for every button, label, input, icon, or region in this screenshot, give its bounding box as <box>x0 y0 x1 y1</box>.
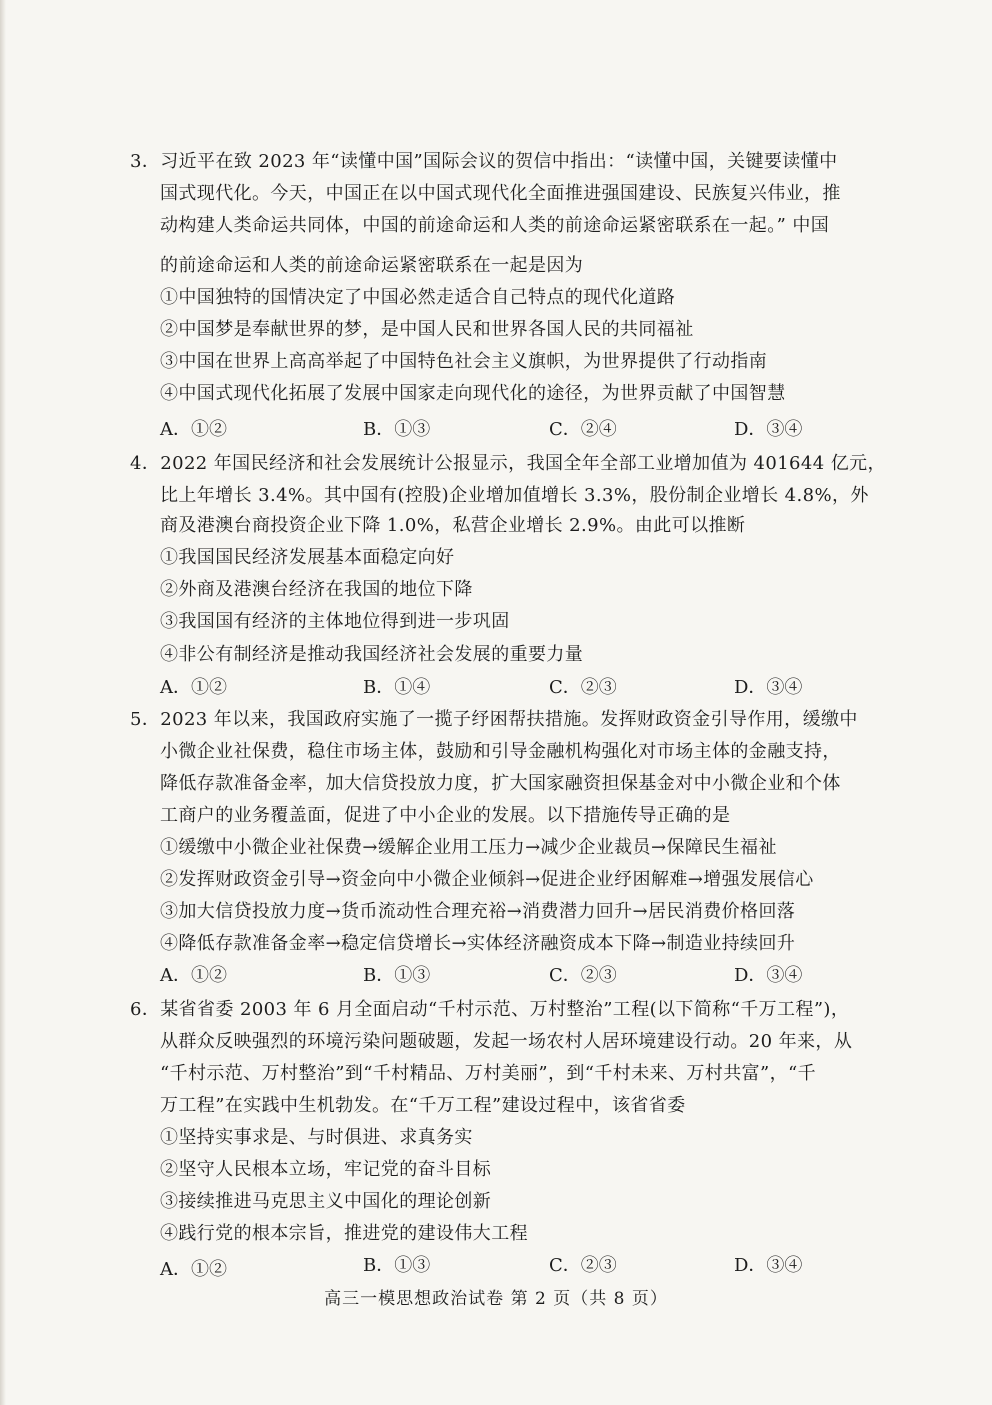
question-stem-line: 万工程”在实践中生机勃发。在“千万工程”建设过程中，该省省委 <box>160 1095 686 1116</box>
choice-c[interactable]: C．②③ <box>549 677 617 698</box>
statement-item: ②外商及港澳台经济在我国的地位下降 <box>160 579 473 600</box>
statement-item: ②中国梦是奉献世界的梦，是中国人民和世界各国人民的共同福祉 <box>160 319 694 340</box>
statement-item: ①我国国民经济发展基本面稳定向好 <box>160 547 455 568</box>
statement-item: ①缓缴中小微企业社保费→缓解企业用工压力→减少企业裁员→保障民生福祉 <box>160 837 777 858</box>
statement-item: ③加大信贷投放力度→货币流动性合理充裕→消费潜力回升→居民消费价格回落 <box>160 901 796 922</box>
page-footer: 高三一模思想政治试卷 第 2 页（共 8 页） <box>324 1289 668 1309</box>
choice-b[interactable]: B．①③ <box>363 965 431 986</box>
question-stem-line: 降低存款准备金率，加大信贷投放力度，扩大国家融资担保基金对中小微企业和个体 <box>160 773 841 794</box>
statement-item: ②坚守人民根本立场，牢记党的奋斗目标 <box>160 1159 492 1180</box>
answer-choices <box>0 964 992 990</box>
choice-a[interactable]: A．①② <box>160 419 227 440</box>
statement-item: ④非公有制经济是推动我国经济社会发展的重要力量 <box>160 644 584 665</box>
choice-a[interactable]: A．①② <box>160 1259 227 1280</box>
question-stem-line: 的前途命运和人类的前途命运紧密联系在一起是因为 <box>160 255 584 276</box>
answer-choices <box>0 418 992 444</box>
choice-c[interactable]: C．②③ <box>549 965 617 986</box>
choice-a[interactable]: A．①② <box>160 677 227 698</box>
choice-a[interactable]: A．①② <box>160 965 227 986</box>
scan-edge-shadow <box>0 0 6 1405</box>
question-stem-line: “千村示范、万村整治”到“千村精品、万村美丽”，到“千村未来、万村共富”，“千 <box>160 1063 817 1084</box>
choice-b[interactable]: B．①③ <box>363 419 431 440</box>
question-stem-line: 工商户的业务覆盖面，促进了中小企业的发展。以下措施传导正确的是 <box>160 805 731 826</box>
choice-d[interactable]: D．③④ <box>734 677 803 698</box>
statement-item: ①坚持实事求是、与时俱进、求真务实 <box>160 1127 473 1148</box>
statement-item: ②发挥财政资金引导→资金向中小微企业倾斜→促进企业纾困解难→增强发展信心 <box>160 869 814 890</box>
question-stem-line: 5．2023 年以来，我国政府实施了一揽子纾困帮扶措施。发挥财政资金引导作用，缓缴中 <box>130 709 858 730</box>
question-stem-line: 4．2022 年国民经济和社会发展统计公报显示，我国全年全部工业增加值为 401644 亿元， <box>130 453 886 474</box>
statement-item: ①中国独特的国情决定了中国必然走适合自己特点的现代化道路 <box>160 287 676 308</box>
choice-b[interactable]: B．①④ <box>363 677 431 698</box>
question-stem-line: 小微企业社保费，稳住市场主体，鼓励和引导金融机构强化对市场主体的金融支持， <box>160 741 841 762</box>
statement-item: ③中国在世界上高高举起了中国特色社会主义旗帜，为世界提供了行动指南 <box>160 351 768 372</box>
choice-d[interactable]: D．③④ <box>734 1255 803 1276</box>
choice-c[interactable]: C．②④ <box>549 419 617 440</box>
statement-item: ④降低存款准备金率→稳定信贷增长→实体经济融资成本下降→制造业持续回升 <box>160 933 796 954</box>
question-stem-line: 比上年增长 3.4%。其中国有(控股)企业增加值增长 3.3%，股份制企业增长 4.8%，外 <box>160 485 869 506</box>
statement-item: ④中国式现代化拓展了发展中国家走向现代化的途径，为世界贡献了中国智慧 <box>160 383 786 404</box>
question-stem-line: 动构建人类命运共同体，中国的前途命运和人类的前途命运紧密联系在一起。” 中国 <box>160 215 830 236</box>
statement-item: ④践行党的根本宗旨，推进党的建设伟大工程 <box>160 1223 528 1244</box>
answer-choices <box>0 676 992 702</box>
question-stem-line: 3．习近平在致 2023 年“读懂中国”国际会议的贺信中指出：“读懂中国，关键要读懂中 <box>130 151 838 172</box>
question-stem-line: 从群众反映强烈的环境污染问题破题，发起一场农村人居环境建设行动。20 年来，从 <box>160 1031 853 1052</box>
choice-c[interactable]: C．②③ <box>549 1255 617 1276</box>
question-stem-line: 6．某省省委 2003 年 6 月全面启动“千村示范、万村整治”工程(以下简称“千万工程”)， <box>130 999 850 1020</box>
statement-item: ③接续推进马克思主义中国化的理论创新 <box>160 1191 492 1212</box>
choice-b[interactable]: B．①③ <box>363 1255 431 1276</box>
choice-d[interactable]: D．③④ <box>734 419 803 440</box>
choice-d[interactable]: D．③④ <box>734 965 803 986</box>
statement-item: ③我国国有经济的主体地位得到进一步巩固 <box>160 611 510 632</box>
question-stem-line: 国式现代化。今天，中国正在以中国式现代化全面推进强国建设、民族复兴伟业，推 <box>160 183 841 204</box>
question-stem-line: 商及港澳台商投资企业下降 1.0%，私营企业增长 2.9%。由此可以推断 <box>160 515 746 536</box>
answer-choices <box>0 1254 992 1280</box>
